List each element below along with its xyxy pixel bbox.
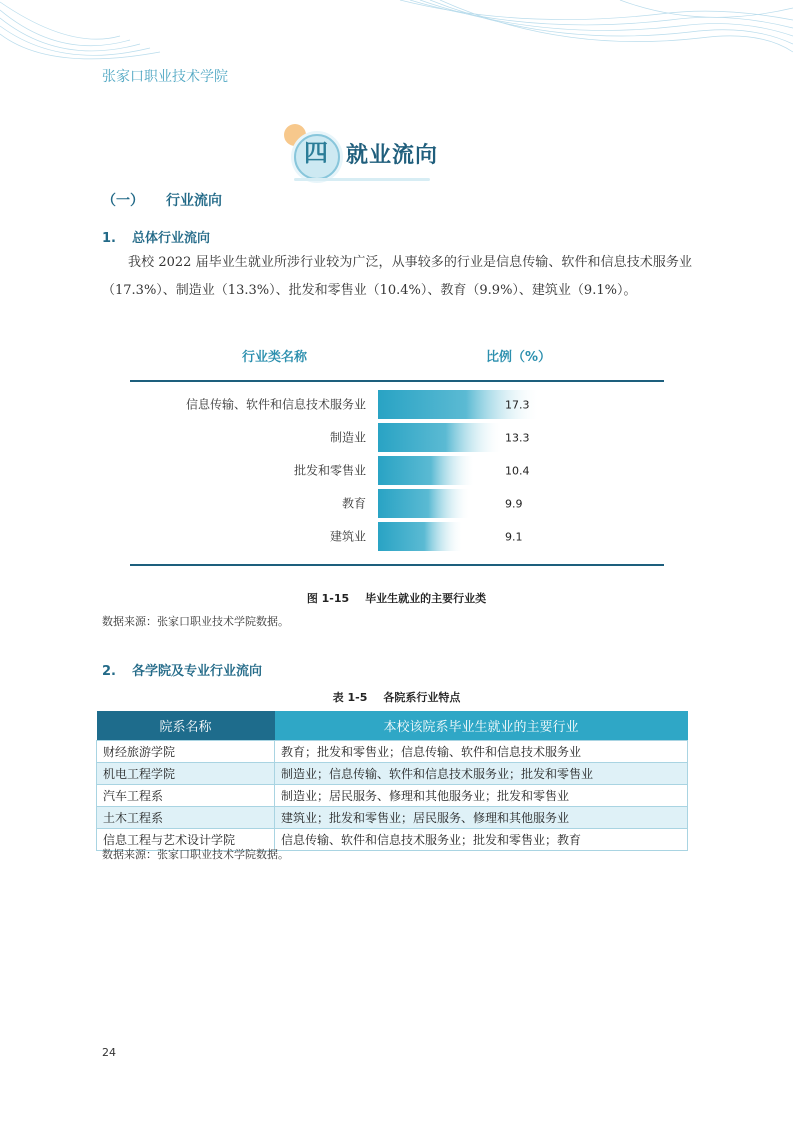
item1-heading	[102, 227, 210, 246]
chart-value-label: 9.9	[505, 497, 523, 511]
chart-bottom-rule	[130, 564, 664, 566]
table-number: 表 1-5	[332, 691, 368, 704]
table-caption	[0, 689, 793, 705]
chart-header-category: 行业类名称	[242, 350, 308, 365]
chart-category-label: 批发和零售业	[293, 463, 366, 478]
section-number: 四	[304, 139, 328, 167]
table-cell-department: 信息工程与艺术设计学院	[97, 829, 275, 851]
chart-value-label: 13.3	[505, 431, 530, 445]
chart-category-label: 信息传输、软件和信息技术服务业	[185, 397, 366, 412]
table-row	[97, 741, 688, 763]
item2-title: 各学院及专业行业流向	[131, 664, 262, 679]
chart-value-label: 17.3	[505, 398, 530, 412]
table-cell-industries: 建筑业；批发和零售业；居民服务、修理和其他服务业	[275, 807, 688, 829]
table-row	[97, 785, 688, 807]
section-title: 就业流向	[346, 143, 439, 168]
chart-category-label: 建筑业	[329, 529, 366, 544]
chart-category-label: 教育	[341, 496, 366, 511]
body-paragraph: 我校 2022 届毕业生就业所涉行业较为广泛，从事较多的行业是信息传输、软件和信息技术服务业（17.3%）、制造业（13.3%）、批发和零售业（10.4%）、教育（9.9%）、建筑业（9.1%）。	[102, 255, 692, 298]
table-cell-department: 机电工程学院	[97, 763, 275, 785]
table-source-note: 数据来源：张家口职业技术学院数据。	[102, 848, 289, 861]
badge-underline	[294, 178, 430, 181]
page-number: 24	[102, 1046, 116, 1059]
figure-caption	[0, 590, 793, 606]
figure-title: 毕业生就业的主要行业类	[365, 592, 487, 605]
section-heading	[284, 124, 444, 184]
chart-category-label: 制造业	[329, 430, 366, 445]
table-cell-industries: 信息传输、软件和信息技术服务业；批发和零售业；教育	[275, 829, 688, 851]
subsection-title: 行业流向	[166, 193, 222, 209]
chart-value-label: 10.4	[505, 464, 530, 478]
table-header-department: 院系名称	[97, 711, 275, 741]
chart-value-label: 9.1	[505, 530, 523, 544]
item1-number: 1.	[102, 231, 116, 246]
table-row	[97, 807, 688, 829]
industry-bar-chart	[130, 340, 666, 572]
figure-source-note: 数据来源：张家口职业技术学院数据。	[102, 615, 289, 628]
header-school-name: 张家口职业技术学院	[102, 69, 228, 85]
department-industry-table	[96, 711, 688, 851]
item2-number: 2.	[102, 664, 116, 679]
table-cell-industries: 制造业；信息传输、软件和信息技术服务业；批发和零售业	[275, 763, 688, 785]
chart-plot	[130, 340, 666, 572]
chart-header-value: 比例（%）	[486, 350, 552, 365]
table-title: 各院系行业特点	[383, 691, 461, 704]
chart-bar	[378, 489, 470, 518]
subsection-heading	[102, 190, 222, 210]
table-cell-industries: 制造业；居民服务、修理和其他服务业；批发和零售业	[275, 785, 688, 807]
figure-number: 图 1-15	[306, 592, 350, 605]
table-header-row	[97, 711, 688, 741]
item1-title: 总体行业流向	[131, 231, 210, 246]
table-row	[97, 763, 688, 785]
table-cell-department: 财经旅游学院	[97, 741, 275, 763]
table-cell-industries: 教育；批发和零售业；信息传输、软件和信息技术服务业	[275, 741, 688, 763]
table-cell-department: 土木工程系	[97, 807, 275, 829]
chart-bar	[378, 522, 462, 551]
chart-bar	[378, 456, 474, 485]
table-cell-department: 汽车工程系	[97, 785, 275, 807]
header-wave-decoration	[0, 0, 793, 70]
subsection-number: （一）	[102, 193, 144, 209]
chart-bar	[378, 423, 501, 452]
item2-heading	[102, 660, 262, 679]
table-header-industries: 本校该院系毕业生就业的主要行业	[275, 711, 688, 741]
